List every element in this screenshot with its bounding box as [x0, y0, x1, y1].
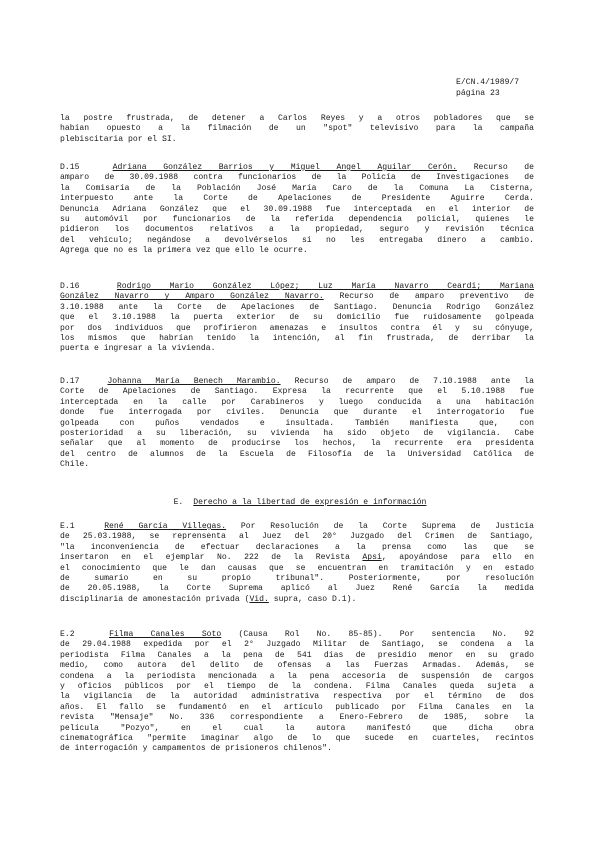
case-d15 — [60, 163, 534, 257]
case-code: E.2 — [60, 630, 75, 639]
text-line: interceptada en la calle por Carabineros y luego conducida a una habitación — [60, 397, 534, 407]
text-line: 3.10.1988 ante la Corte de Apelaciones de Santiago. Denuncia Rodrigo González — [60, 302, 534, 312]
text-line: de sumario en su propio tribunal". Posteriormente, por resolución — [60, 574, 534, 584]
text-line: la postre frustrada, de detener a Carlos Reyes y a otros pobladores que se — [60, 114, 534, 123]
text-line: puerta e ingresar a la vivienda. — [60, 344, 216, 354]
text-fragment: insertaron en el ejemplar No. 222 de la Revista — [60, 553, 350, 563]
text-line: años. El fallo se fundamentó en el artículo publicado por Filma Canales en la — [60, 702, 534, 712]
case-d16 — [60, 282, 534, 355]
case-heading-line — [60, 163, 534, 173]
case-heading-line — [60, 630, 534, 640]
page-number: página 23 — [456, 89, 500, 98]
text-line: donde fue interrogada por civiles. Denuncia que durante el interrogatorio fue — [60, 408, 534, 418]
case-e1 — [60, 522, 534, 605]
text-line: Agrega que no es la primera vez que ello le ocurre. — [60, 246, 308, 256]
text-line: los mismos que habrían tenido la intención, al fin frustrada, de derribar la — [60, 334, 534, 344]
text-fragment: disciplinaria de amonestación privada ( — [60, 594, 250, 604]
case-code: D.16 — [60, 282, 80, 291]
text-line: revista "Mensaje" No. 336 correspondiente a Enero-Febrero de 1985, sobre la — [60, 713, 534, 723]
case-name: Johanna María Benech Marambio. — [107, 377, 281, 386]
case-name: Rodrigo Mario González López; Luz María Navarro Ceardi; Mariana — [116, 282, 534, 291]
text-line: interpuesto ante la Corte de Apelaciones de Presidente Aguirre Cerda. — [60, 194, 534, 204]
text-line: amparo de 30.09.1988 contra funcionarios de la Policía de Investigaciones de — [60, 173, 534, 183]
text-line: medio, como autora del delito de ofensas a las Fuerzas Armadas. Además, se — [60, 661, 534, 671]
text-line: de 29.04.1988 expedida por el 2° Juzgado Militar de Santiago, se condena a la — [60, 640, 534, 650]
case-name-continued: González Navarro y Amparo González Navarro. — [60, 292, 324, 302]
text-line: habían opuesto a la filmación de un "spot" televisivo para la campaña — [60, 124, 534, 134]
text-line: periodista Filma Canales a la pena de 541 días de presidio menor en su grado — [60, 650, 534, 660]
text-line: del centro de alumnos de la Escuela de Filosofía de la Universidad Católica de — [60, 449, 534, 459]
text-line: pidieron los documentos relativos a la propiedad, seguro y revisión técnica — [60, 225, 534, 235]
case-heading-line — [60, 522, 534, 532]
case-code: D.17 — [60, 377, 80, 386]
vid-reference: Vid. — [249, 594, 269, 604]
text-fragment: , apoyándose para ello en — [381, 553, 534, 563]
document-reference: E/CN.4/1989/7 — [456, 78, 520, 87]
case-code: D.15 — [60, 163, 80, 172]
text-line: señalar que al momento de producirse los hechos, la recurrente era presidenta — [60, 439, 534, 449]
text-fragment: Por Resolución de la Corte Suprema de Justicia — [240, 522, 534, 531]
case-d17 — [60, 377, 534, 471]
document-header — [456, 78, 576, 100]
text-line: de 25.03.1988, se reprensenta al Juez del 20° Juzgado del Crimen de Santiago, — [60, 532, 534, 542]
case-heading-line — [60, 282, 534, 292]
case-name: Adriana González Barrios y Miguel Angel Aguilar Cerón. — [112, 163, 458, 172]
text-line: "la inconveniencia de efectuar declaraciones a la prensa como las que se — [60, 542, 534, 552]
text-line: por dos individuos que profirieron amenazas e insultos contra él y su cónyuge, — [60, 323, 534, 333]
case-name: René García Villegas. — [104, 522, 227, 531]
text-line: y oficios públicos por el tiempo de la condena. Filma Canales queda sujeta a — [60, 682, 534, 692]
text-line: que el 3.10.1988 la puerta exterior de su domicilio fue ruidosamente golpeada — [60, 313, 534, 323]
case-name: Filma Canales Soto — [109, 630, 222, 639]
text-line: la vigilancia de la autoridad administrativa respectiva por el término de dos — [60, 692, 534, 702]
text-fragment: Recurso de amparo de 7.10.1988 ante la — [294, 377, 534, 386]
text-line: de 20.05.1988, la Corte Suprema aplicó al Juez René García la medida — [60, 584, 534, 594]
text-line: Chile. — [60, 460, 90, 470]
text-line: posterioridad a su liberación, su vivienda ha sido objeto de vigilancia. Cabe — [60, 429, 534, 439]
text-line: plebiscitaria por el SÍ. — [60, 134, 177, 144]
text-line: condena a la periodista mencionada a la pena accesoria de suspensión de cargos — [60, 671, 534, 681]
case-e2 — [60, 630, 534, 755]
text-fragment: Recurso de amparo preventivo de — [339, 292, 534, 302]
magazine-name: Apsi — [362, 553, 382, 563]
case-heading-line — [60, 377, 534, 387]
text-line — [60, 553, 534, 563]
case-code: E.1 — [60, 522, 75, 531]
case-heading-line — [60, 292, 534, 302]
text-line: la Comisaría de la Población José María Caro de la Comuna La Cisterna, — [60, 183, 534, 193]
text-fragment: (Causa Rol No. 85-85). Por sentencia No. 92 — [238, 630, 534, 639]
text-line: Denuncia Adriana González que el 30.09.1988 fue interceptada en el interior de — [60, 204, 534, 214]
text-line: golpeada con puños vendados e insultada. También manifiesta que, con — [60, 418, 534, 428]
section-number: E. — [173, 498, 184, 507]
text-fragment: Recurso de — [473, 163, 534, 172]
text-line: película "Pozyo", en el cual la autora manifestó que dicha obra — [60, 723, 534, 733]
text-line: su automóvil por funcionarios de la referida dependencia policial, quienes le — [60, 215, 534, 225]
section-title: Derecho a la libertad de expresión e información — [193, 498, 427, 507]
intro-paragraph — [60, 114, 534, 145]
text-line: Corte de Apelaciones de Santiago. Expresa la recurrente que el 5.10.1988 fue — [60, 387, 534, 397]
text-line: del vehículo; negándose a devolvérselos si no les entregaba dinero a cambio. — [60, 235, 534, 245]
section-heading — [0, 498, 600, 508]
text-fragment: supra, caso D.1). — [268, 594, 357, 604]
text-line: cinematográfica "permite imaginar algo de lo que sucede en cuarteles, recintos — [60, 734, 534, 744]
text-line: de interrogación y campamentos de prisioneros chilenos". — [60, 744, 332, 754]
text-line — [60, 595, 534, 605]
text-line: el conocimiento que le dan causas que se encuentran en tramitación y en estado — [60, 563, 534, 573]
